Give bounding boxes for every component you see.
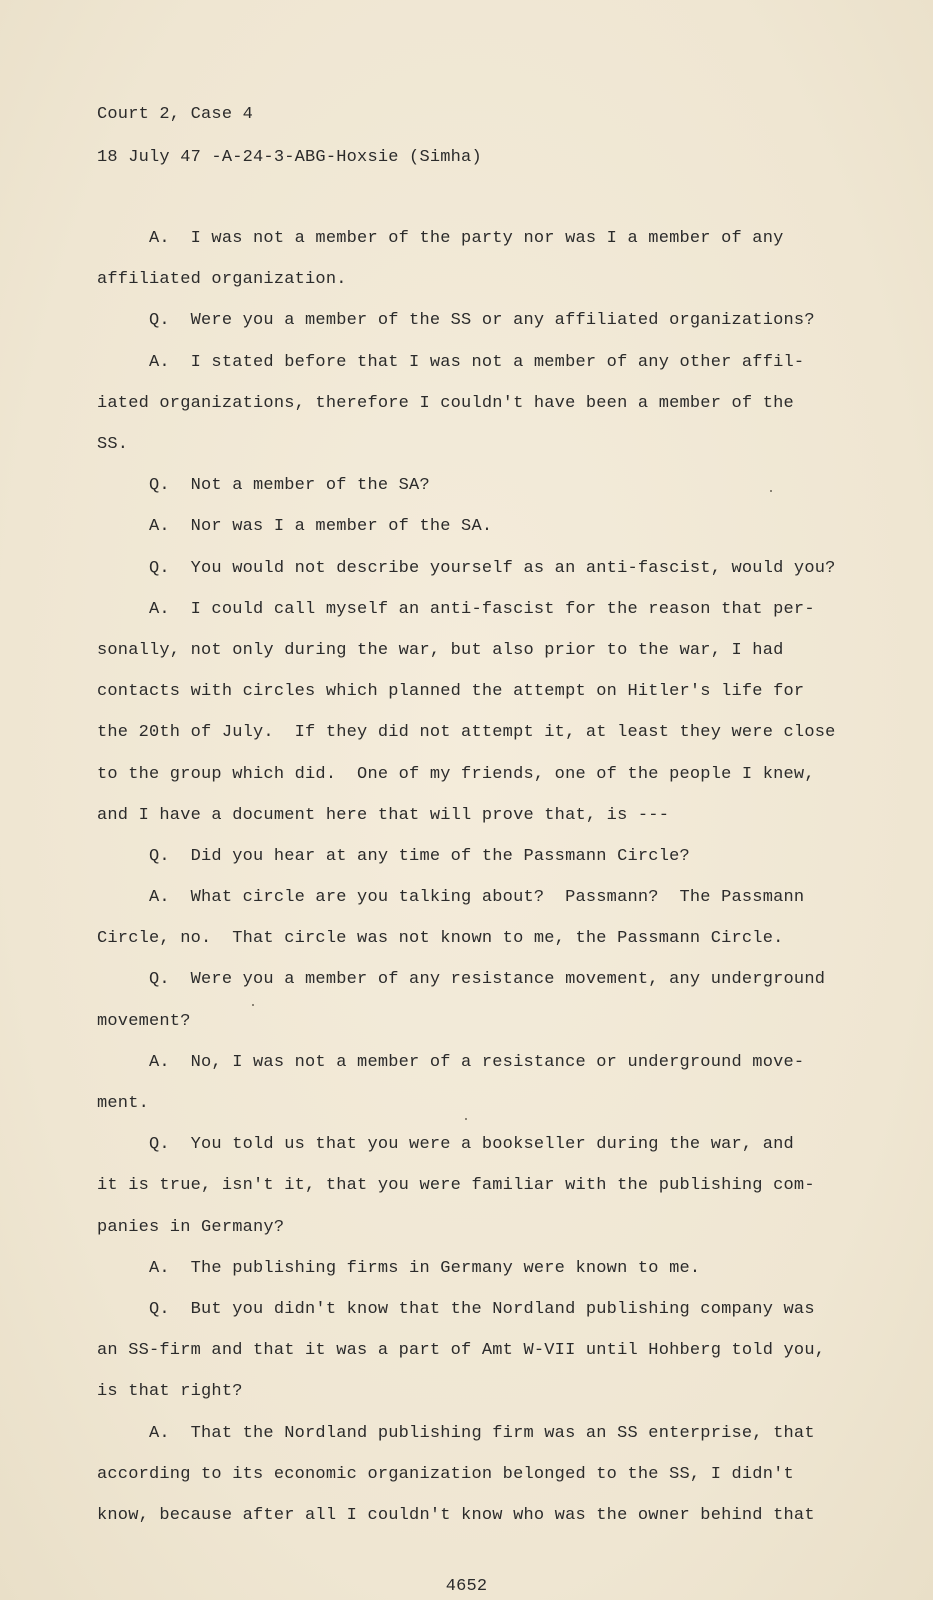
- transcript-line: movement?: [97, 1012, 191, 1031]
- page-number: 4652: [445, 1577, 488, 1596]
- transcript-line: know, because after all I couldn't know who was the owner behind that: [97, 1506, 815, 1525]
- transcript-line: panies in Germany?: [97, 1218, 285, 1237]
- transcript-line: Circle, no. That circle was not known to me, the Passmann Circle.: [97, 929, 784, 948]
- transcript-line: to the group which did. One of my friends, one of the people I knew,: [97, 765, 815, 784]
- transcript-line: SS.: [97, 435, 129, 454]
- transcript-line: sonally, not only during the war, but also prior to the war, I had: [97, 641, 784, 660]
- transcript-line: affiliated organization.: [97, 270, 347, 289]
- transcript-line: contacts with circles which planned the attempt on Hitler's life for: [97, 682, 805, 701]
- transcript-line: is that right?: [97, 1382, 243, 1401]
- transcript-line: A. I stated before that I was not a member of any other affil-: [97, 353, 805, 372]
- transcript-line: A. Nor was I a member of the SA.: [97, 517, 493, 536]
- transcript-line: Q. Were you a member of the SS or any affiliated organizations?: [97, 311, 815, 330]
- transcript-line: A. What circle are you talking about? Passmann? The Passmann: [97, 888, 805, 907]
- transcript-line: A. I was not a member of the party nor was I a member of any: [97, 229, 784, 248]
- transcript-line: Q. Were you a member of any resistance movement, any underground: [97, 970, 826, 989]
- transcript-line: and I have a document here that will prove that, is ---: [97, 806, 670, 825]
- transcript-line: A. The publishing firms in Germany were known to me.: [97, 1259, 701, 1278]
- transcript-line: A. No, I was not a member of a resistance or underground move-: [97, 1053, 805, 1072]
- court-case-header: Court 2, Case 4: [97, 105, 254, 124]
- transcript-line: Q. You would not describe yourself as an anti-fascist, would you?: [97, 559, 836, 578]
- transcript-line: iated organizations, therefore I couldn't have been a member of the: [97, 394, 794, 413]
- transcript-line: Q. Not a member of the SA?: [97, 476, 430, 495]
- transcript-line: ment.: [97, 1094, 150, 1113]
- transcript-line: an SS-firm and that it was a part of Amt W-VII until Hohberg told you,: [97, 1341, 826, 1360]
- transcript-line: the 20th of July. If they did not attempt it, at least they were close: [97, 723, 836, 742]
- transcript-line: A. That the Nordland publishing firm was an SS enterprise, that: [97, 1424, 815, 1443]
- transcript-line: A. I could call myself an anti-fascist for the reason that per-: [97, 600, 815, 619]
- transcript-line: Q. But you didn't know that the Nordland publishing company was: [97, 1300, 815, 1319]
- transcript-line: according to its economic organization belonged to the SS, I didn't: [97, 1465, 794, 1484]
- transcript-reference: 18 July 47 -A-24-3-ABG-Hoxsie (Simha): [97, 148, 482, 167]
- transcript-line: it is true, isn't it, that you were familiar with the publishing com-: [97, 1176, 815, 1195]
- transcript-line: Q. Did you hear at any time of the Passmann Circle?: [97, 847, 690, 866]
- transcript-line: Q. You told us that you were a bookseller during the war, and: [97, 1135, 794, 1154]
